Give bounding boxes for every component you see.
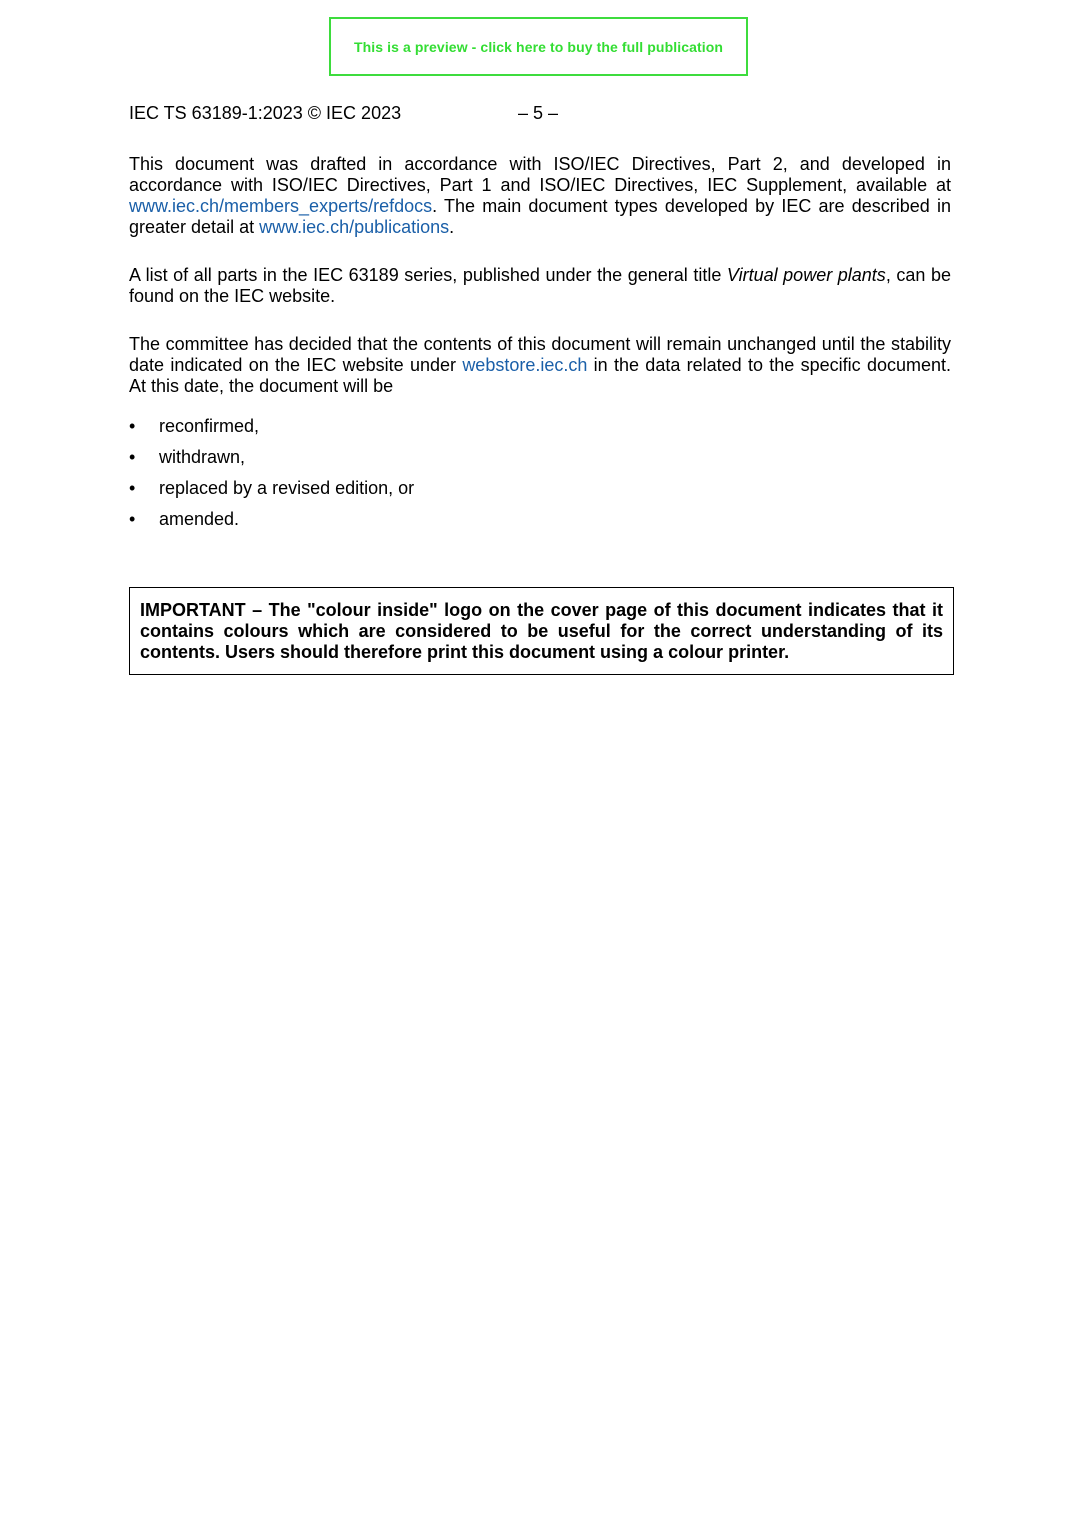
refdocs-link[interactable]: www.iec.ch/members_experts/refdocs — [129, 196, 433, 216]
page-header — [129, 103, 559, 124]
series-title: Virtual power plants — [726, 265, 886, 285]
paragraph-text: This document was drafted in accordance with ISO/IEC Directives, Part 2, and developed in accordance with ISO/IEC Directives, Part 1 and ISO/IEC Directives, IEC Supplement, available at — [129, 154, 951, 195]
important-notice-text: IMPORTANT – The "colour inside" logo on the cover page of this document indicates that it contains colours which are considered to be useful for the correct understanding of its contents. Users should therefore print this document using a colour printer. — [140, 600, 943, 662]
paragraph-directives — [129, 154, 951, 238]
bullet-icon: • — [129, 478, 136, 498]
paragraph-text: A list of all parts in the IEC 63189 series, published under the general title — [129, 265, 727, 285]
paragraph-text: . The main document types developed by IEC are described in greater detail at — [129, 196, 951, 237]
bullet-icon: • — [129, 416, 136, 436]
list-item-text: withdrawn, — [159, 447, 246, 467]
page-number: – 5 – — [518, 103, 559, 123]
document-reference: IEC TS 63189-1:2023 © IEC 2023 — [129, 103, 402, 123]
paragraph-series-list — [129, 265, 951, 307]
bullet-icon: • — [129, 447, 136, 467]
paragraph-stability — [129, 334, 951, 397]
buy-full-publication-banner[interactable] — [329, 17, 748, 76]
publications-link[interactable]: www.iec.ch/publications — [259, 217, 450, 237]
bullet-icon: • — [129, 509, 136, 529]
paragraph-text: . — [449, 217, 455, 237]
paragraph-text: in the data related to the specific document. At this date, the document will be — [129, 355, 951, 396]
important-notice-box — [129, 587, 954, 675]
paragraph-text: The committee has decided that the contents of this document will remain unchanged until the stability date indicated on the IEC website under — [129, 334, 951, 375]
webstore-link[interactable]: webstore.iec.ch — [462, 355, 588, 375]
paragraph-text: , can be found on the IEC website. — [129, 265, 951, 306]
list-item-text: reconfirmed, — [159, 416, 260, 436]
list-item-text: replaced by a revised edition, or — [159, 478, 415, 498]
list-item-text: amended. — [159, 509, 240, 529]
preview-banner-label: This is a preview - click here to buy the full publication — [353, 38, 724, 55]
